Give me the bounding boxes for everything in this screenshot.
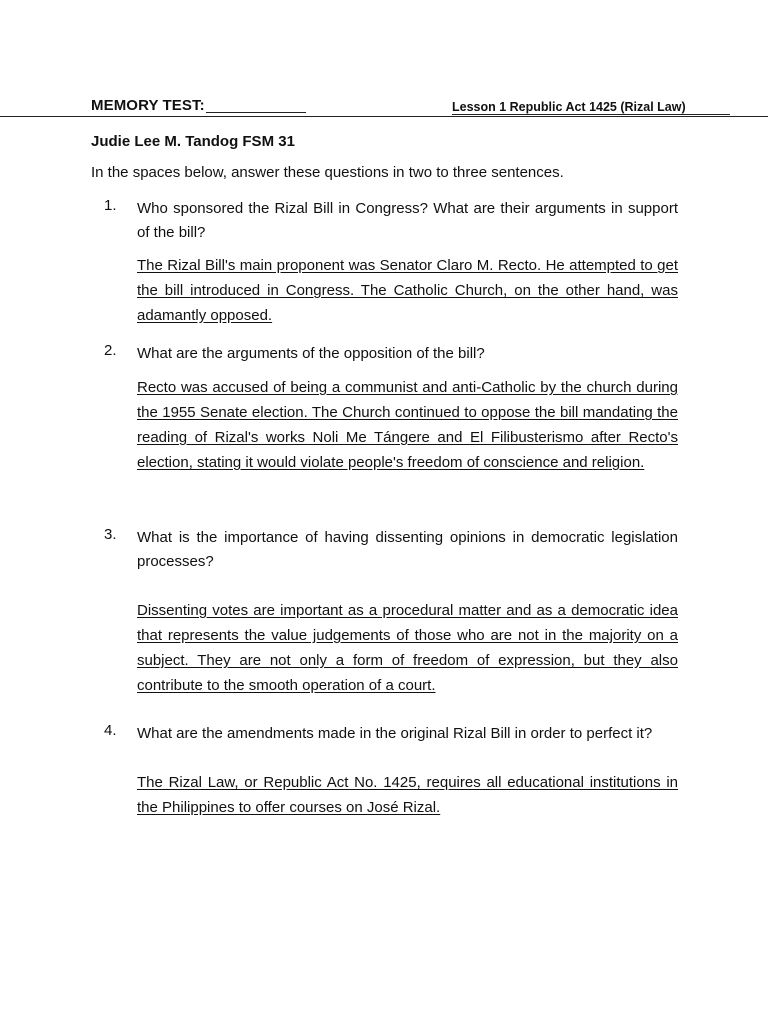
instructions-text: In the spaces below, answer these questions in two to three sentences. <box>91 164 564 181</box>
memory-test-label: MEMORY TEST: <box>91 97 205 114</box>
question-item-1 <box>104 197 678 328</box>
question-number: 2. <box>104 342 117 359</box>
student-name: Judie Lee M. Tandog FSM 31 <box>91 133 295 150</box>
lesson-title: Lesson 1 Republic Act 1425 (Rizal Law) <box>452 100 730 115</box>
question-text: What is the importance of having dissenting opinions in democratic legislation processes? <box>137 529 678 570</box>
question-text: What are the arguments of the opposition of the bill? <box>137 345 485 362</box>
question-item-2 <box>104 342 678 475</box>
memory-test-blank-line <box>206 112 306 113</box>
question-text: What are the amendments made in the original Rizal Bill in order to perfect it? <box>137 725 653 742</box>
answer-text: The Rizal Law, or Republic Act No. 1425, requires all educational institutions in the Philippines to offer courses on José Rizal. <box>137 774 678 816</box>
question-text: Who sponsored the Rizal Bill in Congress? What are their arguments in support of the bill? <box>137 200 678 241</box>
question-number: 4. <box>104 722 117 739</box>
header-divider <box>0 116 768 117</box>
answer-text: Dissenting votes are important as a procedural matter and as a democratic idea that represents the value judgements of those who are not in the majority on a subject. They are not only a form of freedom of expression, but they also contribute to the smooth operation of a court. <box>137 602 678 694</box>
answer-text: The Rizal Bill's main proponent was Senator Claro M. Recto. He attempted to get the bill introduced in Congress. The Catholic Church, on the other hand, was adamantly opposed. <box>137 257 678 324</box>
answer-text: Recto was accused of being a communist and anti-Catholic by the church during the 1955 Senate election. The Church continued to oppose the bill mandating the reading of Rizal's works Noli Me Tángere and El Filibusterismo after Recto's election, stating it would violate people's freedom of conscience and religion. <box>137 379 678 471</box>
question-number: 1. <box>104 197 117 214</box>
question-item-3 <box>104 526 678 698</box>
question-number: 3. <box>104 526 117 543</box>
question-item-4 <box>104 722 678 820</box>
